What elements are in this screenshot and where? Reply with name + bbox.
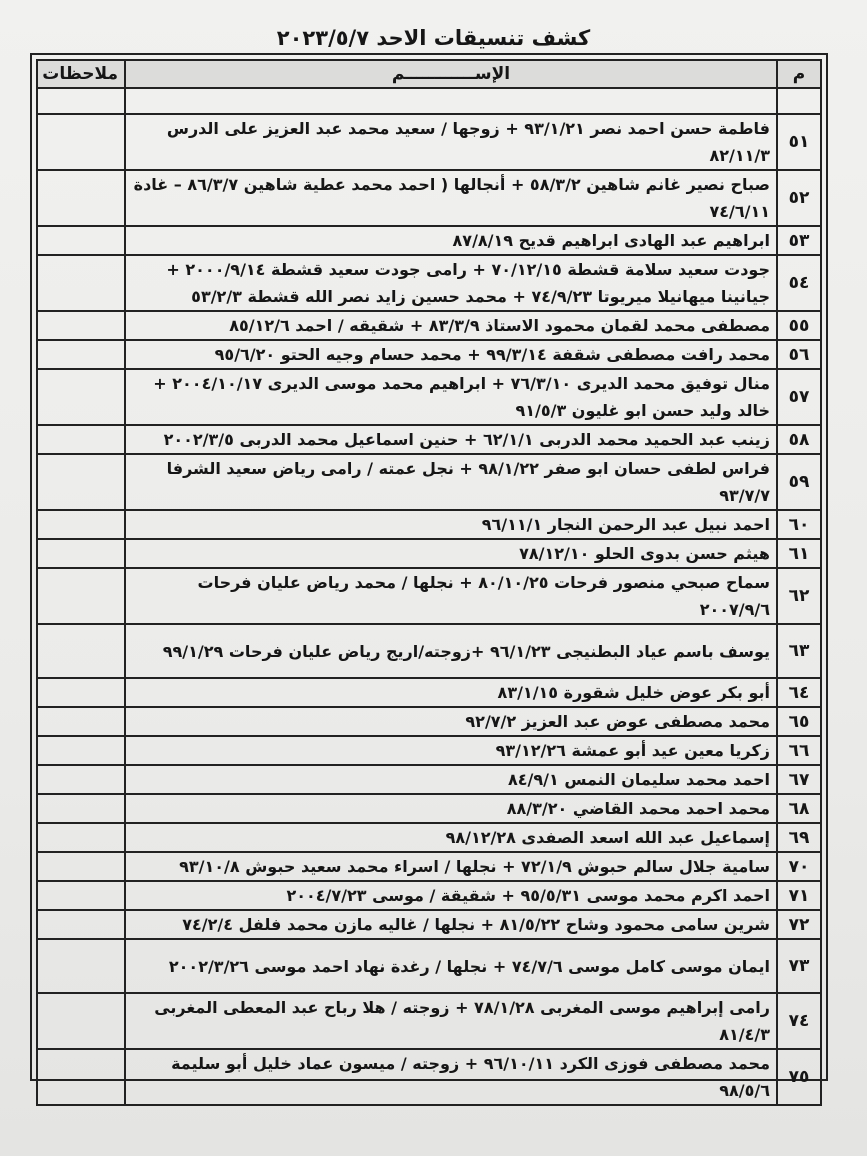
row-name: صباح نصير غانم شاهين ٥٨/٣/٢ + أنجالها ( احمد محمد عطية شاهين ٨٦/٣/٧ – غادة ٧٤/٦/١١	[125, 170, 777, 226]
row-notes	[37, 170, 125, 226]
row-notes	[37, 765, 125, 794]
row-number: ٦٩	[777, 823, 821, 852]
table-row	[37, 993, 821, 1049]
table-row	[37, 170, 821, 226]
table-row	[37, 114, 821, 170]
table-row	[37, 255, 821, 311]
row-name: رامى إبراهيم موسى المغربى ٧٨/١/٢٨ + زوجته / هلا رباح عبد المعطى المغربى ٨١/٤/٣	[125, 993, 777, 1049]
table-row	[37, 678, 821, 707]
row-notes	[37, 939, 125, 993]
table-row	[37, 852, 821, 881]
row-number: ٥٢	[777, 170, 821, 226]
row-notes	[37, 255, 125, 311]
row-notes	[37, 114, 125, 170]
table-row	[37, 454, 821, 510]
row-number: ٥٦	[777, 340, 821, 369]
table-row	[37, 823, 821, 852]
row-notes	[37, 311, 125, 340]
row-notes	[37, 454, 125, 510]
row-name: محمد احمد محمد القاضي ٨٨/٣/٢٠	[125, 794, 777, 823]
row-notes	[37, 736, 125, 765]
row-name: فراس لطفى حسان ابو صفر ٩٨/١/٢٢ + نجل عمته / رامى رياض سعيد الشرفا ٩٣/٧/٧	[125, 454, 777, 510]
table-row	[37, 539, 821, 568]
row-number: ٦٧	[777, 765, 821, 794]
header-notes: ملاحظات	[37, 60, 125, 88]
row-notes	[37, 568, 125, 624]
row-notes	[37, 852, 125, 881]
row-notes	[37, 993, 125, 1049]
row-notes	[37, 226, 125, 255]
row-name: إسماعيل عبد الله اسعد الصفدى ٩٨/١٢/٢٨	[125, 823, 777, 852]
row-name: احمد محمد سليمان النمس ٨٤/٩/١	[125, 765, 777, 794]
row-number: ٥٣	[777, 226, 821, 255]
table-row	[37, 707, 821, 736]
table-row	[37, 311, 821, 340]
table-row	[37, 369, 821, 425]
page-title: كشف تنسيقات الاحد ٢٠٢٣/٥/٧	[276, 26, 591, 50]
row-name: ابراهيم عبد الهادى ابراهيم قديح ٨٧/٨/١٩	[125, 226, 777, 255]
table-row	[37, 510, 821, 539]
row-notes	[37, 881, 125, 910]
row-name: فاطمة حسن احمد نصر ٩٣/١/٢١ + زوجها / سعيد محمد عبد العزيز على الدرس ٨٢/١١/٣	[125, 114, 777, 170]
row-name: مصطفى محمد لقمان محمود الاستاذ ٨٣/٣/٩ + شقيقه / احمد ٨٥/١٢/٦	[125, 311, 777, 340]
header-name: الإســــــــــــم	[125, 60, 777, 88]
row-notes	[37, 910, 125, 939]
row-number: ٦٦	[777, 736, 821, 765]
table-row	[37, 340, 821, 369]
row-number: ٦٨	[777, 794, 821, 823]
row-number: ٧١	[777, 881, 821, 910]
row-number: ٧٣	[777, 939, 821, 993]
row-notes	[37, 510, 125, 539]
row-name: ايمان موسى كامل موسى ٧٤/٧/٦ + نجلها / رغدة نهاد احمد موسى ٢٠٠٢/٣/٢٦	[125, 939, 777, 993]
table-row	[37, 881, 821, 910]
row-name: سماح صبحي منصور فرحات ٨٠/١٠/٢٥ + نجلها / محمد رياض عليان فرحات ٢٠٠٧/٩/٦	[125, 568, 777, 624]
table-row	[37, 425, 821, 454]
row-notes	[37, 823, 125, 852]
blank-cell	[37, 88, 125, 114]
row-name: احمد اكرم محمد موسى ٩٥/٥/٣١ + شقيقة / موسى ٢٠٠٤/٧/٢٣	[125, 881, 777, 910]
row-notes	[37, 624, 125, 678]
row-name: محمد رافت مصطفى شقفة ٩٩/٣/١٤ + محمد حسام وجيه الحتو ٩٥/٦/٢٠	[125, 340, 777, 369]
table-row	[37, 794, 821, 823]
table-frame	[30, 53, 828, 1100]
row-name: يوسف باسم عياد البطنيجى ٩٦/١/٢٣ +زوجته/اريج رياض عليان فرحات ٩٩/١/٢٩	[125, 624, 777, 678]
row-number: ٥٨	[777, 425, 821, 454]
row-name: منال توفيق محمد الديرى ٧٦/٣/١٠ + ابراهيم محمد موسى الديرى ٢٠٠٤/١٠/١٧ + خالد وليد حسن ابو غليون ٩١/٥/٣	[125, 369, 777, 425]
row-notes	[37, 340, 125, 369]
row-name: هيثم حسن بدوى الحلو ٧٨/١٢/١٠	[125, 539, 777, 568]
row-name: زكريا معين عيد أبو عمشة ٩٣/١٢/٢٦	[125, 736, 777, 765]
row-notes	[37, 707, 125, 736]
row-number: ٦٣	[777, 624, 821, 678]
table-row	[37, 765, 821, 794]
row-number: ٦١	[777, 539, 821, 568]
blank-cell	[125, 88, 777, 114]
table-body	[37, 88, 821, 1105]
table-row	[37, 1049, 821, 1105]
row-number: ٧٠	[777, 852, 821, 881]
row-notes	[37, 425, 125, 454]
row-name: جودت سعيد سلامة قشطة ٧٠/١٢/١٥ + رامى جودت سعيد قشطة ٢٠٠٠/٩/١٤ + جيانينا ميهانيلا ميريوتا ٧٤/٩/٢٣ + محمد حسين زايد نصر الله قشطة ٥٣/٢/٣	[125, 255, 777, 311]
row-number: ٥٩	[777, 454, 821, 510]
blank-cell	[777, 88, 821, 114]
blank-row	[37, 88, 821, 114]
row-number: ٦٤	[777, 678, 821, 707]
row-number: ٦٠	[777, 510, 821, 539]
table-row	[37, 736, 821, 765]
row-notes	[37, 678, 125, 707]
row-notes	[37, 539, 125, 568]
row-number: ٧٢	[777, 910, 821, 939]
row-notes	[37, 369, 125, 425]
names-table	[36, 59, 822, 1106]
row-name: سامية جلال سالم حبوش ٧٢/١/٩ + نجلها / اسراء محمد سعيد حبوش ٩٣/١٠/٨	[125, 852, 777, 881]
row-number: ٥٤	[777, 255, 821, 311]
row-name: محمد مصطفى عوض عبد العزيز ٩٢/٧/٢	[125, 707, 777, 736]
row-number: ٥١	[777, 114, 821, 170]
row-number: ٥٧	[777, 369, 821, 425]
table-row	[37, 624, 821, 678]
table-row	[37, 939, 821, 993]
row-number: ٦٢	[777, 568, 821, 624]
row-name: زينب عبد الحميد محمد الدربى ٦٢/١/١ + حنين اسماعيل محمد الدربى ٢٠٠٢/٣/٥	[125, 425, 777, 454]
table-row	[37, 910, 821, 939]
row-name: شرين سامى محمود وشاح ٨١/٥/٢٢ + نجلها / غاليه مازن محمد فلفل ٧٤/٢/٤	[125, 910, 777, 939]
row-number: ٧٤	[777, 993, 821, 1049]
row-notes	[37, 1049, 125, 1105]
row-number: ٥٥	[777, 311, 821, 340]
row-number: ٧٥	[777, 1049, 821, 1105]
row-name: أبو بكر عوض خليل شقورة ٨٣/١/١٥	[125, 678, 777, 707]
row-name: محمد مصطفى فوزى الكرد ٩٦/١٠/١١ + زوجته / ميسون عماد خليل أبو سليمة ٩٨/٥/٦	[125, 1049, 777, 1105]
header-num: م	[777, 60, 821, 88]
row-name: احمد نبيل عبد الرحمن النجار ٩٦/١١/١	[125, 510, 777, 539]
table-header-row	[37, 60, 821, 88]
table-row	[37, 568, 821, 624]
row-number: ٦٥	[777, 707, 821, 736]
row-notes	[37, 794, 125, 823]
table-row	[37, 226, 821, 255]
